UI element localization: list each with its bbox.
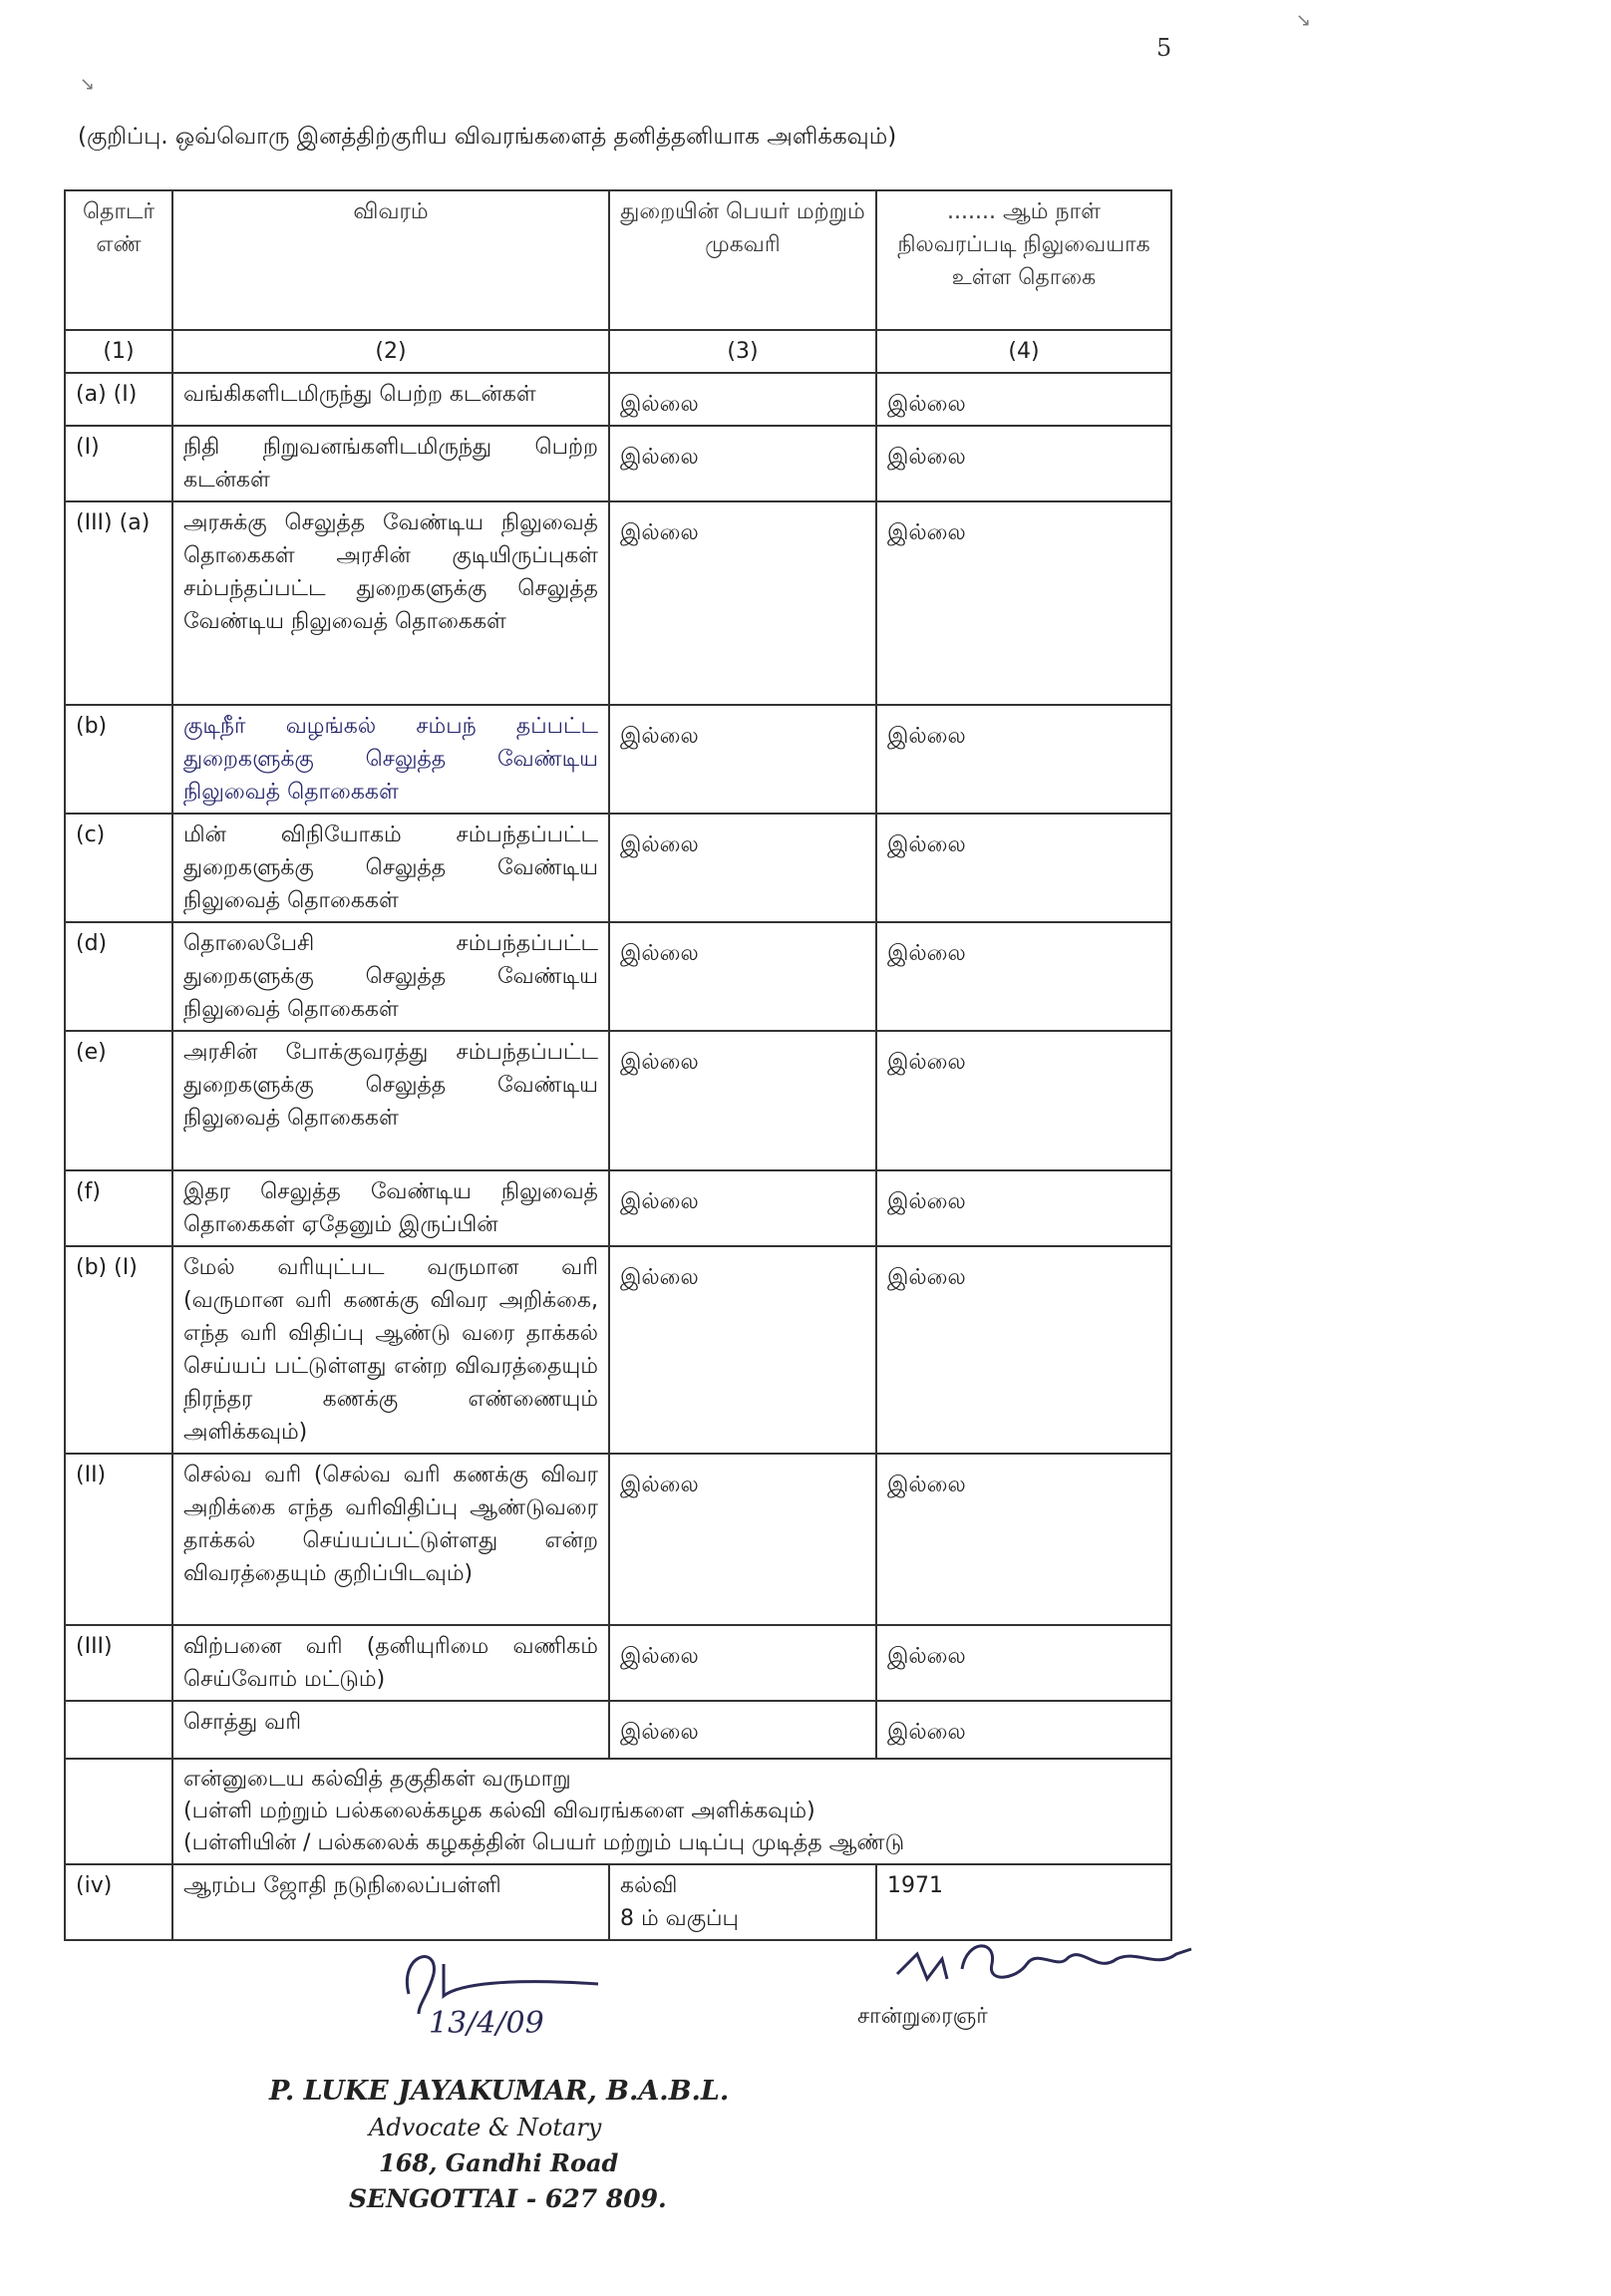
row-amount: இல்லை (876, 1701, 1171, 1759)
table-row (65, 1454, 1171, 1625)
completion-year: 1971 (876, 1864, 1171, 1940)
liabilities-table (64, 189, 1172, 1941)
row-amount: இல்லை (876, 1170, 1171, 1246)
row-serial: (b) (I) (65, 1246, 172, 1454)
school-name: ஆரம்ப ஜோதி நடுநிலைப்பள்ளி (172, 1864, 609, 1940)
education-row (65, 1864, 1171, 1940)
header-amount: ....... ஆம் நாள் நிலவரப்படி நிலுவையாக உள்ள தொகை (876, 190, 1171, 330)
row-department: இல்லை (609, 1454, 876, 1625)
row-amount: இல்லை (876, 1625, 1171, 1701)
row-amount: இல்லை (876, 501, 1171, 705)
row-amount: இல்லை (876, 1454, 1171, 1625)
column-number-row (65, 330, 1171, 373)
row-description: இதர செலுத்த வேண்டிய நிலுவைத் தொகைகள் ஏதேனும் இருப்பின் (172, 1170, 609, 1246)
row-description: மின் விநியோகம் சம்பந்தப்பட்ட துறைகளுக்கு செலுத்த வேண்டிய நிலுவைத் தொகைகள் (172, 814, 609, 922)
education-class: 8 ம் வகுப்பு (620, 1906, 739, 1931)
page-number: 5 (1156, 34, 1172, 62)
row-serial: (III) (a) (65, 501, 172, 705)
education-line: என்னுடைய கல்வித் தகுதிகள் வருமாறு (183, 1767, 571, 1792)
row-department: இல்லை (609, 814, 876, 922)
signature-date: 13/4/09 (429, 2006, 544, 2041)
education-heading (172, 1759, 1171, 1864)
row-serial: (a) (I) (65, 373, 172, 426)
row-serial: (II) (65, 1454, 172, 1625)
education-line: (பள்ளி மற்றும் பல்கலைக்கழக கல்வி விவரங்களை அளிக்கவும்) (183, 1799, 815, 1823)
stamp-title: Advocate & Notary (369, 2114, 602, 2141)
row-serial: (iv) (65, 1864, 172, 1940)
table-row (65, 814, 1171, 922)
table-row (65, 1246, 1171, 1454)
row-description: நிதி நிறுவனங்களிடமிருந்து பெற்ற கடன்கள் (172, 426, 609, 501)
row-department: இல்லை (609, 373, 876, 426)
table-row (65, 426, 1171, 501)
header-department: துறையின் பெயர் மற்றும் முகவரி (609, 190, 876, 330)
row-department: இல்லை (609, 705, 876, 814)
row-description: வங்கிகளிடமிருந்து பெற்ற கடன்கள் (172, 373, 609, 426)
row-serial: (f) (65, 1170, 172, 1246)
row-serial (65, 1701, 172, 1759)
row-serial: (d) (65, 922, 172, 1031)
table-row (65, 501, 1171, 705)
row-description: சொத்து வரி (172, 1701, 609, 1759)
column-number: (2) (172, 330, 609, 373)
row-amount: இல்லை (876, 814, 1171, 922)
row-serial: (e) (65, 1031, 172, 1170)
row-serial: (b) (65, 705, 172, 814)
table-row (65, 1031, 1171, 1170)
row-description: விற்பனை வரி (தனியுரிமை வணிகம் செய்வோம் மட்டும்) (172, 1625, 609, 1701)
row-serial (65, 1759, 172, 1864)
certifier-label: சான்றுரைஞர் (857, 2004, 988, 2029)
education-section-row (65, 1759, 1171, 1864)
education-level (609, 1864, 876, 1940)
row-serial: (I) (65, 426, 172, 501)
table-row (65, 1701, 1171, 1759)
education-line: (பள்ளியின் / பல்கலைக் கழகத்தின் பெயர் மற்றும் படிப்பு முடித்த ஆண்டு (183, 1830, 905, 1855)
table-row (65, 1170, 1171, 1246)
header-description: விவரம் (172, 190, 609, 330)
stamp-city: SENGOTTAI - 627 809. (349, 2184, 667, 2213)
table-row (65, 922, 1171, 1031)
row-department: இல்லை (609, 922, 876, 1031)
column-number: (3) (609, 330, 876, 373)
row-description: செல்வ வரி (செல்வ வரி கணக்கு விவர அறிக்கை எந்த வரிவிதிப்பு ஆண்டுவரை தாக்கல் செய்யப்பட்டுள்ளது என்ற விவரத்தையும் குறிப்பிடவும்) (172, 1454, 609, 1625)
row-description: குடிநீர் வழங்கல் சம்பந் தப்பட்ட துறைகளுக்கு செலுத்த வேண்டிய நிலுவைத் தொகைகள் (172, 705, 609, 814)
row-amount: இல்லை (876, 1246, 1171, 1454)
stamp-name: P. LUKE JAYAKUMAR, B.A.B.L. (269, 2076, 730, 2107)
row-department: இல்லை (609, 1701, 876, 1759)
row-amount: இல்லை (876, 922, 1171, 1031)
row-department: இல்லை (609, 1031, 876, 1170)
advocate-signature (389, 1934, 628, 2058)
header-serial-no: தொடர் எண் (65, 190, 172, 330)
certifier-signature (887, 1934, 1216, 2008)
education-type: கல்வி (620, 1873, 678, 1898)
scan-mark: ↘ (1296, 10, 1312, 31)
row-description: அரசுக்கு செலுத்த வேண்டிய நிலுவைத் தொகைகள் அரசின் குடியிருப்புகள் சம்பந்தப்பட்ட துறைகளுக்கு செலுத்த வேண்டிய நிலுவைத் தொகைகள் (172, 501, 609, 705)
column-number: (4) (876, 330, 1171, 373)
table-row (65, 1625, 1171, 1701)
row-amount: இல்லை (876, 1031, 1171, 1170)
row-description: அரசின் போக்குவரத்து சம்பந்தப்பட்ட துறைகளுக்கு செலுத்த வேண்டிய நிலுவைத் தொகைகள் (172, 1031, 609, 1170)
column-number: (1) (65, 330, 172, 373)
notary-stamp (269, 2074, 729, 2217)
row-amount: இல்லை (876, 705, 1171, 814)
row-serial: (III) (65, 1625, 172, 1701)
row-department: இல்லை (609, 426, 876, 501)
row-amount: இல்லை (876, 426, 1171, 501)
row-amount: இல்லை (876, 373, 1171, 426)
row-description: தொலைபேசி சம்பந்தப்பட்ட துறைகளுக்கு செலுத்த வேண்டிய நிலுவைத் தொகைகள் (172, 922, 609, 1031)
instruction-note: (குறிப்பு. ஒவ்வொரு இனத்திற்குரிய விவரங்களைத் தனித்தனியாக அளிக்கவும்) (78, 124, 897, 150)
signature-scribble (887, 1934, 1216, 2004)
row-serial: (c) (65, 814, 172, 922)
row-department: இல்லை (609, 1625, 876, 1701)
row-description: மேல் வரியுட்பட வருமான வரி (வருமான வரி கணக்கு விவர அறிக்கை, எந்த வரி விதிப்பு ஆண்டு வரை தாக்கல் செய்யப் பட்டுள்ளது என்ற விவரத்தையும் நிரந்தர கணக்கு எண்ணையும் அளிக்கவும்) (172, 1246, 609, 1454)
row-department: இல்லை (609, 501, 876, 705)
table-row (65, 373, 1171, 426)
stamp-address: 168, Gandhi Road (379, 2148, 619, 2177)
table-header-row (65, 190, 1171, 330)
table-row (65, 705, 1171, 814)
scan-mark: ↘ (80, 74, 96, 95)
row-department: இல்லை (609, 1170, 876, 1246)
row-department: இல்லை (609, 1246, 876, 1454)
